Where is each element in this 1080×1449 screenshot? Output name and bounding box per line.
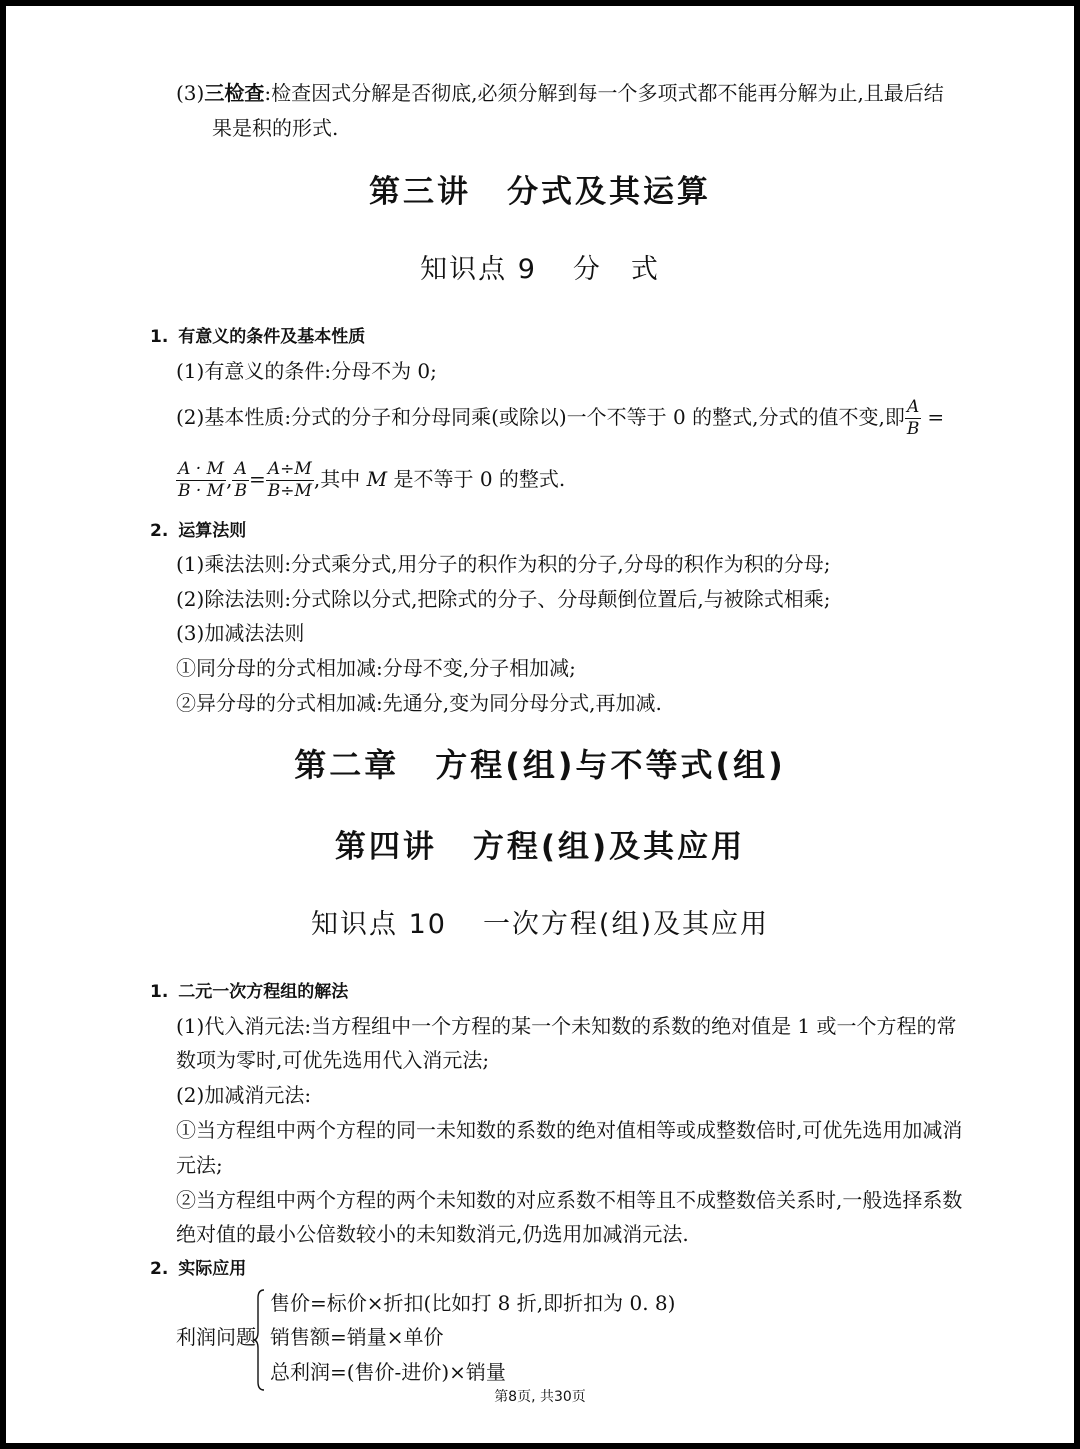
fraction-numerator: A xyxy=(905,399,922,419)
kp10-section2-title: 实际应用 xyxy=(178,1259,247,1279)
kp10-section1-number: 1. xyxy=(150,982,169,1002)
kp9-subtitle: 分 式 xyxy=(572,254,660,285)
comma: , xyxy=(226,467,233,491)
kp9-rule-item: (2)除法法则:分式除以分式,把除式的分子、分母颠倒位置后,与被除式相乘; xyxy=(176,587,831,611)
kp10-section1-heading xyxy=(150,975,348,1009)
tail-m: M xyxy=(366,467,388,491)
profit-item: 总利润=(售价-进价)×销量 xyxy=(270,1360,506,1384)
profit-item: 销售额=销量×单价 xyxy=(270,1325,444,1349)
fraction-a-over-b xyxy=(905,399,922,438)
kp10-line: 元法; xyxy=(176,1153,223,1177)
top-item-text1: :检查因式分解是否彻底,必须分解到每一个多项式都不能再分解为止,且最后结 xyxy=(264,81,944,105)
fraction-numerator: A · M xyxy=(176,461,226,481)
kp10-section2-heading xyxy=(150,1252,246,1286)
kp9-section1-title: 有意义的条件及基本性质 xyxy=(178,327,366,347)
kp9-heading xyxy=(6,247,1074,286)
kp10-section2-number: 2. xyxy=(150,1259,169,1279)
fraction-denominator: B÷M xyxy=(267,481,312,501)
lecture4-title: 第四讲 xyxy=(334,829,437,865)
kp9-rule-item: (3)加减法法则 xyxy=(176,621,305,645)
kp10-line: ②当方程组中两个方程的两个未知数的对应系数不相等且不成整数倍关系时,一般选择系数 xyxy=(176,1188,963,1212)
kp9-section2-title: 运算法则 xyxy=(178,521,247,541)
fraction-am-over-bm xyxy=(176,461,226,500)
kp10-line: (2)加减消元法: xyxy=(176,1083,312,1107)
kp9-section1-heading xyxy=(150,320,365,354)
lecture4-heading xyxy=(6,821,1074,866)
kp9-item1: (1)有意义的条件:分母不为 0; xyxy=(176,359,437,383)
kp10-line: (1)代入消元法:当方程组中一个方程的某一个未知数的系数的绝对值是 1 或一个方程的常 xyxy=(176,1014,957,1038)
kp10-line: ①当方程组中两个方程的同一未知数的系数的绝对值相等或成整数倍时,可优先选用加减消 xyxy=(176,1118,963,1142)
fraction-adm-over-bdm xyxy=(266,461,314,500)
fraction-numerator: A xyxy=(232,461,249,481)
top-item-keyword: 三检查 xyxy=(204,81,265,105)
chapter2-subtitle: 方程(组)与不等式(组) xyxy=(435,746,786,784)
kp9-rule-item: (1)乘法法则:分式乘分式,用分子的积作为积的分子,分母的积作为积的分母; xyxy=(176,552,831,576)
kp10-subtitle: 一次方程(组)及其应用 xyxy=(482,909,770,940)
kp9-section1-number: 1. xyxy=(150,327,169,347)
profit-item: 售价=标价×折扣(比如打 8 折,即折扣为 0. 8) xyxy=(270,1291,676,1315)
chapter2-title: 第二章 xyxy=(294,746,400,784)
lecture3-heading xyxy=(6,166,1074,211)
kp9-title: 知识点 9 xyxy=(420,254,537,285)
kp9-section2-number: 2. xyxy=(150,521,169,541)
curly-brace-icon xyxy=(252,1288,266,1392)
kp9-item2-line2 xyxy=(176,461,565,500)
chapter2-heading xyxy=(6,740,1074,786)
tail-post: 是不等于 0 的整式. xyxy=(387,467,566,491)
kp9-item2-line1 xyxy=(176,399,944,438)
tail-pre: ,其中 xyxy=(313,467,367,491)
equals-sign-2: = xyxy=(248,467,266,491)
lecture3-subtitle: 分式及其运算 xyxy=(507,174,711,210)
lecture4-subtitle: 方程(组)及其应用 xyxy=(472,829,746,865)
fraction-denominator: B xyxy=(234,481,247,501)
kp10-title: 知识点 10 xyxy=(310,909,447,940)
top-item-line1 xyxy=(176,76,944,110)
kp10-line: 绝对值的最小公倍数较小的未知数消元,仍选用加减消元法. xyxy=(176,1222,689,1246)
kp9-rule-item: ①同分母的分式相加减:分母不变,分子相加减; xyxy=(176,656,576,680)
kp9-section2-heading xyxy=(150,514,246,548)
fraction-a-over-b-2 xyxy=(232,461,249,500)
equals-sign: = xyxy=(927,405,945,429)
fraction-numerator: A÷M xyxy=(266,461,314,481)
page-footer: 第8页, 共30页 xyxy=(494,1389,586,1405)
kp10-heading xyxy=(6,902,1074,941)
kp9-item2-text: (2)基本性质:分式的分子和分母同乘(或除以)一个不等于 0 的整式,分式的值不变,即 xyxy=(176,405,905,429)
profit-label: 利润问题 xyxy=(176,1325,256,1349)
kp9-rule-item: ②异分母的分式相加减:先通分,变为同分母分式,再加减. xyxy=(176,691,662,715)
fraction-denominator: B xyxy=(906,419,920,439)
fraction-denominator: B · M xyxy=(178,481,225,501)
top-item-label: (3) xyxy=(176,81,205,105)
lecture3-title: 第三讲 xyxy=(369,174,471,210)
top-item-line2: 果是积的形式. xyxy=(212,116,339,140)
kp10-section1-title: 二元一次方程组的解法 xyxy=(178,982,349,1002)
kp10-line: 数项为零时,可优先选用代入消元法; xyxy=(176,1048,490,1072)
